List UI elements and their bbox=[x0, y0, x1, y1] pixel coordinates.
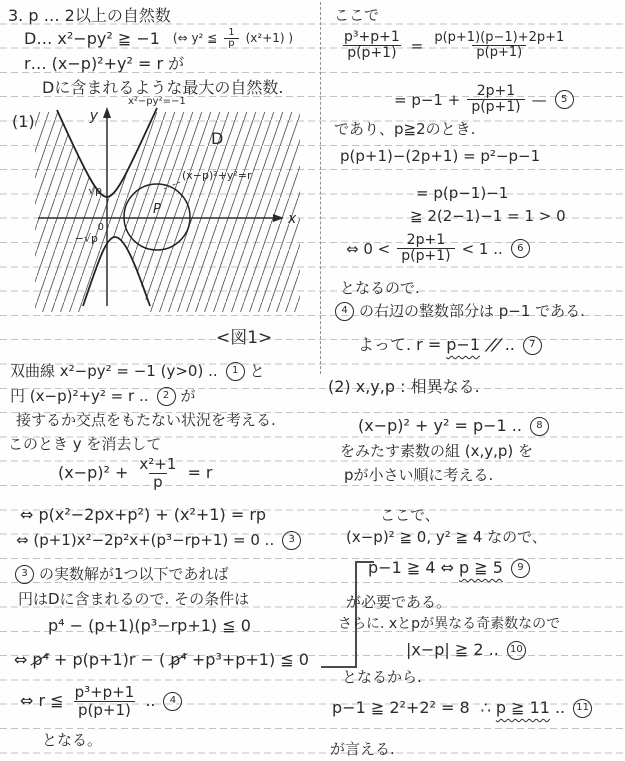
region-d-label: D bbox=[211, 129, 224, 148]
eq-number-6: 6 bbox=[511, 239, 530, 258]
eq-number-7: 7 bbox=[523, 336, 542, 355]
line-real-roots: 3 の実数解が1つ以下であれば bbox=[12, 565, 229, 584]
x-axis-label: x bbox=[288, 211, 297, 227]
line-tonaru: となる。 bbox=[42, 731, 103, 749]
equation-6b: = p(p−1)−1 bbox=[416, 184, 509, 202]
eq-number-10: 10 bbox=[507, 641, 526, 660]
d-note-fraction: $\frac{1}{p}$ bbox=[224, 28, 238, 49]
eq-number-11: 11 bbox=[573, 699, 592, 718]
condition-d bbox=[24, 28, 293, 49]
equation-6c: ≧ 2(2−1)−1 = 1 > 0 bbox=[410, 207, 566, 225]
equation-8: (x−p)² + y² = p−1 .. 8 bbox=[358, 416, 549, 436]
equation-discriminant-2: ⇔ p⁴ + p(p+1)r − ( p⁴ +p³+p+1) ≦ 0 bbox=[14, 650, 309, 669]
bracket-vertical-line bbox=[355, 561, 357, 668]
line-prime-triples: をみたす素数の組 (x,y,p) を bbox=[340, 442, 534, 460]
equation-5: = p−1 + $\frac{2p+1}{p(p+1)}$ — 5 bbox=[394, 84, 574, 116]
equation-4: ⇔ r ≦ $\frac{\text{p³+p+1}}{p(p+1)}$ .. 4 bbox=[20, 684, 182, 718]
line-odd-primes: さらに. xとpが異なる奇素数なので bbox=[338, 616, 561, 632]
part1-label: (1) bbox=[12, 112, 35, 131]
eq-number-4: 4 bbox=[163, 692, 182, 711]
column-divider-line bbox=[320, 2, 321, 374]
neg-sqrt-p-label: −√p bbox=[74, 232, 98, 245]
result-p-geq-11: p ≧ 11 bbox=[495, 698, 550, 717]
eq-number-1: 1 bbox=[226, 362, 245, 381]
fraction-2p1-over-pp1-2: $\frac{2p+1}{p(p+1)}$ bbox=[397, 233, 454, 265]
equation-3: ⇔ (p+1)x²−2p²x+(p³−rp+1) = 0 .. 3 bbox=[16, 531, 301, 550]
eq-number-3: 3 bbox=[282, 531, 301, 550]
eq-number-9: 9 bbox=[511, 559, 530, 578]
eq-number-2: 2 bbox=[157, 387, 176, 406]
fraction-p3p1-over-pp1: $\frac{\text{p³+p+1}}{p(p+1)}$ bbox=[74, 683, 135, 719]
figure-1-graph bbox=[28, 94, 313, 322]
equation-5-split: $\frac{\text{p³+p+1}}{p(p+1)}$ = $\frac{p(p+1)(p-1)+2p+1}{p(p+1)}$ bbox=[338, 30, 570, 62]
equation-discriminant: p⁴ − (p+1)(p³−rp+1) ≦ 0 bbox=[48, 616, 251, 635]
eq-ref-3: 3 bbox=[15, 565, 34, 584]
sqrt-p-label: √p bbox=[88, 184, 102, 197]
line-ga-ieru: が言える. bbox=[330, 740, 395, 758]
equation-expanded: ⇔ p(x²−2px+p²) + (x²+1) = rp bbox=[20, 505, 267, 524]
eq-number-5: 5 bbox=[555, 90, 574, 109]
line-eliminate-y: このとき y を消去して bbox=[8, 435, 162, 453]
line-contained-condition: 円はDに含まれるので. その条件は bbox=[18, 590, 250, 608]
fraction-rhs: $\frac{p(p+1)(p-1)+2p+1}{p(p+1)}$ bbox=[434, 30, 565, 61]
region-d-hatching bbox=[35, 112, 300, 312]
fraction-2p1-over-pp1: $\frac{2p+1}{p(p+1)}$ bbox=[467, 84, 524, 116]
problem-title: 3. p … 2以上の自然数 bbox=[8, 6, 171, 25]
fraction-lhs: $\frac{\text{p³+p+1}}{p(p+1)}$ bbox=[344, 29, 400, 62]
cancelled-p4-second: p⁴ bbox=[170, 650, 187, 669]
line-tonarukara: となるから. bbox=[342, 668, 422, 686]
part2-label: (2) x,y,p : 相異なる. bbox=[328, 377, 480, 396]
equation-7: よって. r = p−1 // .. 7 bbox=[358, 335, 542, 355]
line-tangent-condition: 接するか交点をもたない状況を考える. bbox=[16, 411, 276, 429]
d-note-post: (x²+1) ) bbox=[245, 31, 294, 45]
y-axis-label: y bbox=[89, 108, 98, 124]
line-p-geq-2: であり、p≧2のとき. bbox=[334, 120, 476, 138]
y-axis-arrow bbox=[103, 107, 111, 118]
equation-6: ⇔ 0 < $\frac{2p+1}{p(p+1)}$ < 1 .. 6 bbox=[346, 233, 530, 265]
line-small-p-order: pが小さい順に考える. bbox=[344, 466, 494, 484]
equation-9: p−1 ≧ 4 ⇔ p ≧ 5 9 bbox=[368, 558, 530, 578]
figure-caption: <図1> bbox=[216, 328, 273, 348]
condition-r: r… (x−p)²+y² = r が bbox=[24, 54, 185, 73]
line-square-bounds: (x−p)² ≧ 0, y² ≧ 4 なので、 bbox=[346, 528, 547, 546]
equation-10: |x−p| ≧ 2 .. 10 bbox=[406, 640, 526, 660]
line-necessary: が必要である。 bbox=[346, 593, 452, 611]
eq-number-8: 8 bbox=[530, 417, 549, 436]
line-tonarunode: となるので. bbox=[340, 279, 420, 297]
equation-11: p−1 ≧ 2²+2² = 8 ∴ p ≧ 11 .. 11 bbox=[332, 698, 592, 718]
eq-ref-4: 4 bbox=[335, 302, 354, 321]
d-definition: D… x²−py² ≧ −1 bbox=[24, 28, 160, 48]
line-integer-part: 4 の右辺の整数部分は p−1 である. bbox=[332, 302, 585, 321]
cancelled-p4-first: p⁴ bbox=[32, 650, 49, 669]
circle-equation-label: (x−p)²+y²=r bbox=[182, 169, 252, 182]
d-note-pre: (⇔ y² ≦ bbox=[172, 31, 218, 45]
result-p-geq-5: p ≧ 5 bbox=[459, 558, 503, 577]
origin-label: 0 bbox=[97, 222, 104, 233]
line-circle: 円 (x−p)²+y² = r .. 2 が bbox=[10, 387, 196, 406]
result-r-equals-p-minus-1: p−1 bbox=[446, 335, 480, 354]
condition-r2: Dに含まれるような最大の自然数. bbox=[42, 78, 284, 97]
line-kokode-1: ここで bbox=[334, 6, 380, 24]
line-hyperbola: 双曲線 x²−py² = −1 (y>0) .. 1 と bbox=[10, 362, 265, 381]
fraction-x2plus1-over-p: $\frac{\text{x²+1}}{p}$ bbox=[139, 455, 177, 491]
line-kokode-2: ここで、 bbox=[380, 506, 440, 524]
circle-center-label: P bbox=[153, 202, 161, 217]
equation-6a: p(p+1)−(2p+1) = p²−p−1 bbox=[340, 147, 541, 165]
proof-tick: // bbox=[483, 335, 506, 354]
curve-equation-label: x²−py²=−1 bbox=[128, 96, 186, 107]
equation-eliminated: (x−p)² + $\frac{\text{x²+1}}{p}$ = r bbox=[58, 455, 213, 491]
